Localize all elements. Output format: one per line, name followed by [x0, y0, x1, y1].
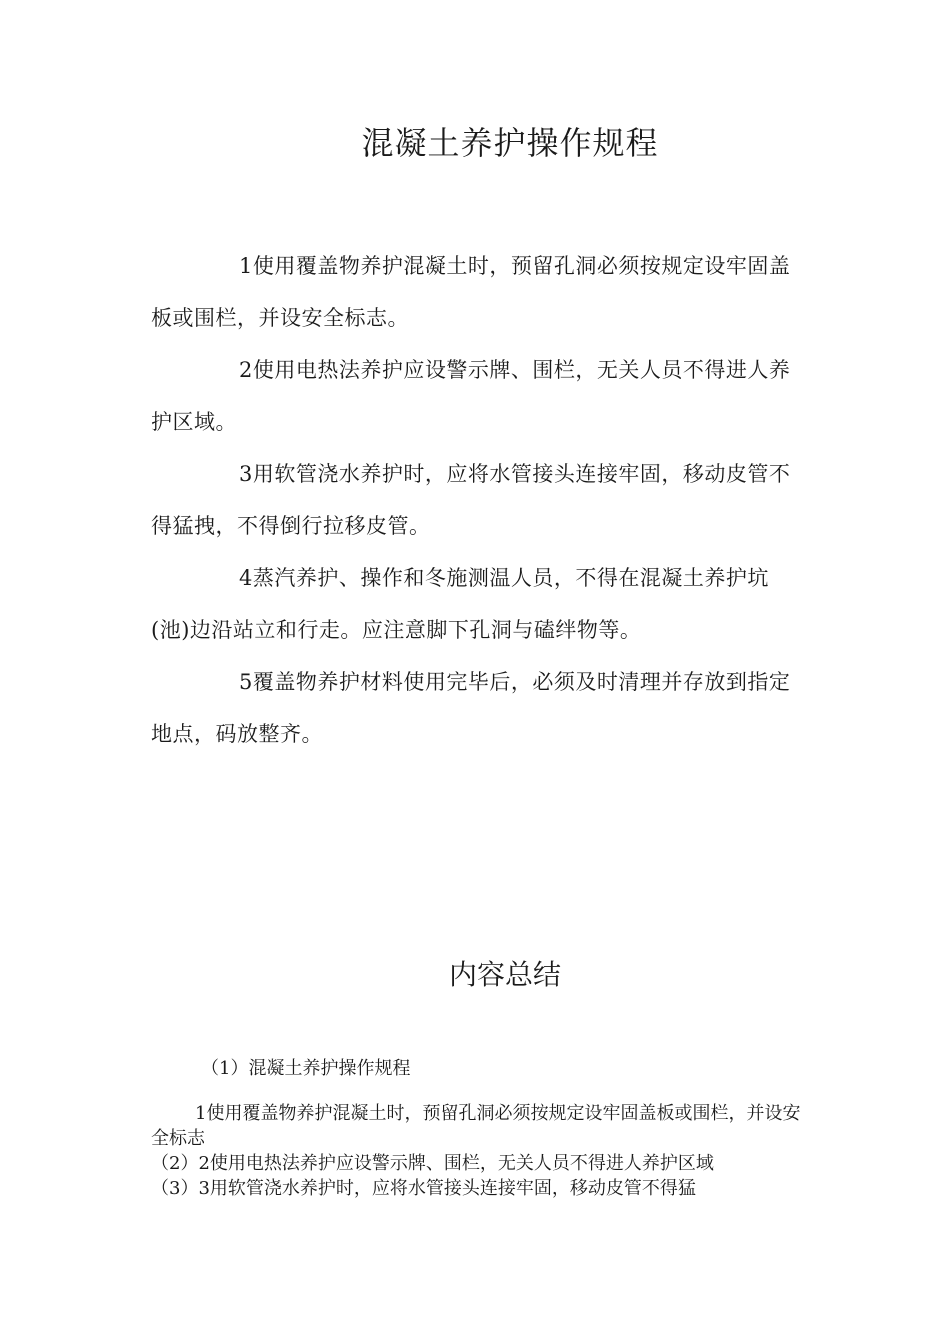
summary-title: 内容总结 [448, 958, 561, 991]
document-title: 混凝土养护操作规程 [361, 124, 659, 162]
paragraph-1: 1使用覆盖物养护混凝土时，预留孔洞必须按规定设牢固盖板或围栏，并设安全标志。 [151, 254, 791, 330]
summary-body [151, 1101, 801, 1201]
document-body [151, 240, 801, 760]
summary-item-3: （3）3用软管浇水养护时，应将水管接头连接牢固，移动皮管不得猛 [151, 1178, 696, 1199]
summary-item-2: （2）2使用电热法养护应设警示牌、围栏，无关人员不得进人养护区域 [151, 1153, 714, 1174]
summary-heading: （1）混凝土养护操作规程 [201, 1058, 411, 1079]
paragraph-3: 3用软管浇水养护时，应将水管接头连接牢固，移动皮管不得猛拽，不得倒行拉移皮管。 [151, 462, 791, 538]
paragraph-4: 4蒸汽养护、操作和冬施测温人员，不得在混凝土养护坑(池)边沿站立和行走。应注意脚下孔洞与磕绊物等。 [151, 566, 769, 642]
paragraph-5: 5覆盖物养护材料使用完毕后，必须及时清理并存放到指定地点，码放整齐。 [151, 670, 791, 746]
summary-item-1: 1使用覆盖物养护混凝土时，预留孔洞必须按规定设牢固盖板或围栏，并设安全标志 [151, 1103, 801, 1149]
paragraph-2: 2使用电热法养护应设警示牌、围栏，无关人员不得进人养护区域。 [151, 358, 791, 434]
